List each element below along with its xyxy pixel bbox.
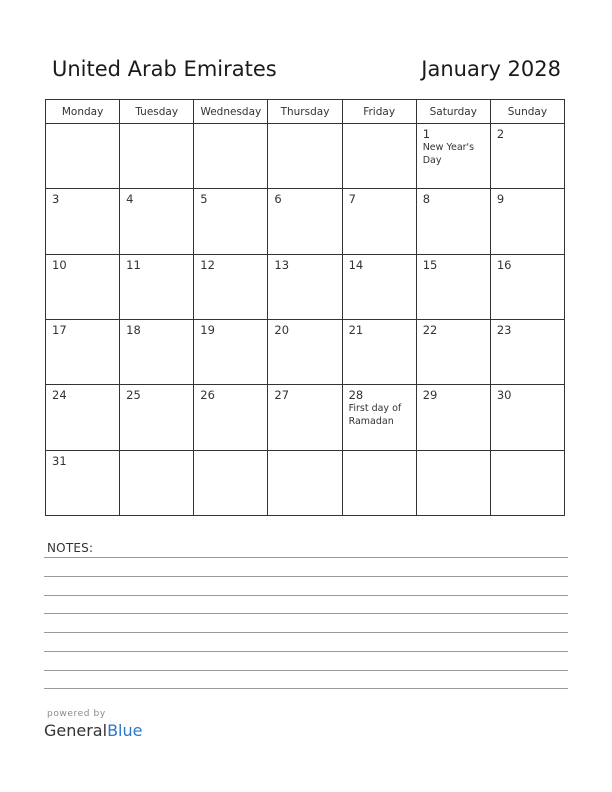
calendar-day-cell bbox=[46, 189, 120, 254]
day-number: 20 bbox=[274, 322, 290, 337]
logo-general-text: General bbox=[44, 721, 108, 740]
day-number: 12 bbox=[200, 257, 215, 272]
day-number: 4 bbox=[126, 192, 134, 207]
notes-line bbox=[44, 651, 568, 652]
day-cell-content bbox=[120, 124, 193, 127]
calendar-day-cell bbox=[268, 319, 342, 384]
calendar-week-row bbox=[46, 385, 565, 450]
day-number: 18 bbox=[126, 322, 141, 337]
day-cell-content bbox=[343, 189, 416, 206]
calendar-day-cell bbox=[268, 450, 342, 515]
day-cell-content bbox=[194, 124, 267, 127]
day-cell-content bbox=[343, 320, 416, 337]
powered-by-text: powered by bbox=[47, 709, 106, 719]
day-number: 8 bbox=[422, 192, 431, 207]
weekday-header-row bbox=[46, 100, 565, 124]
day-cell-content bbox=[417, 451, 490, 454]
day-cell-content bbox=[120, 189, 193, 206]
day-cell-content bbox=[194, 189, 267, 206]
day-cell-content bbox=[491, 451, 564, 454]
day-number: 7 bbox=[348, 192, 356, 207]
day-cell-content bbox=[46, 124, 119, 127]
day-number: 25 bbox=[126, 388, 141, 403]
calendar-week-row bbox=[46, 450, 565, 515]
holiday-label: New Year's Day bbox=[422, 142, 475, 166]
calendar-week-row bbox=[46, 319, 565, 384]
day-cell-content bbox=[343, 124, 416, 127]
day-cell-content bbox=[46, 451, 119, 468]
day-cell-content bbox=[343, 385, 416, 428]
day-number: 26 bbox=[200, 388, 215, 403]
day-number: 3 bbox=[52, 192, 60, 207]
weekday-header-thursday: Thursday bbox=[268, 100, 342, 124]
day-cell-content bbox=[46, 320, 119, 337]
day-cell-content bbox=[417, 320, 490, 337]
day-cell-content bbox=[491, 124, 564, 141]
day-number: 9 bbox=[496, 192, 505, 207]
calendar-day-cell bbox=[120, 254, 194, 319]
day-number: 15 bbox=[422, 257, 438, 272]
weekday-header-saturday: Saturday bbox=[416, 100, 490, 124]
day-cell-content bbox=[491, 320, 564, 337]
calendar-week-row bbox=[46, 189, 565, 254]
day-cell-content bbox=[194, 385, 267, 402]
calendar-day-cell bbox=[342, 450, 416, 515]
calendar-day-cell bbox=[194, 254, 268, 319]
calendar-day-cell bbox=[120, 385, 194, 450]
calendar-week-row bbox=[46, 254, 565, 319]
calendar-day-cell bbox=[46, 124, 120, 189]
weekday-header-tuesday: Tuesday bbox=[120, 100, 194, 124]
day-cell-content bbox=[120, 385, 193, 402]
weekday-header-sunday: Sunday bbox=[490, 100, 564, 124]
day-cell-content bbox=[120, 255, 193, 272]
calendar-day-cell bbox=[46, 450, 120, 515]
day-number: 1 bbox=[422, 127, 431, 141]
calendar-day-cell bbox=[416, 319, 490, 384]
calendar-day-cell bbox=[342, 254, 416, 319]
day-number: 11 bbox=[126, 257, 141, 272]
notes-line bbox=[44, 576, 568, 577]
day-cell-content bbox=[268, 255, 341, 272]
calendar-day-cell bbox=[342, 189, 416, 254]
calendar-day-cell bbox=[416, 189, 490, 254]
calendar-day-cell bbox=[416, 254, 490, 319]
day-cell-content bbox=[491, 385, 564, 402]
day-cell-content bbox=[268, 320, 341, 337]
day-cell-content bbox=[268, 451, 341, 454]
calendar-day-cell bbox=[490, 124, 564, 189]
day-cell-content bbox=[343, 451, 416, 454]
day-number: 2 bbox=[496, 127, 505, 141]
calendar-day-cell bbox=[46, 385, 120, 450]
weekday-header-monday: Monday bbox=[46, 100, 120, 124]
day-number: 5 bbox=[200, 192, 208, 207]
calendar-day-cell bbox=[416, 124, 490, 189]
calendar-day-cell bbox=[490, 189, 564, 254]
calendar-day-cell bbox=[194, 189, 268, 254]
day-number: 19 bbox=[200, 322, 215, 337]
calendar-country-title: United Arab Emirates bbox=[52, 57, 277, 81]
day-cell-content bbox=[268, 189, 341, 206]
day-number: 29 bbox=[422, 388, 438, 403]
notes-line bbox=[44, 632, 568, 633]
calendar-day-cell bbox=[342, 124, 416, 189]
day-number: 28 bbox=[348, 388, 364, 403]
weekday-header-friday: Friday bbox=[342, 100, 416, 124]
day-number: 14 bbox=[348, 257, 364, 272]
day-cell-content bbox=[120, 320, 193, 337]
calendar-day-cell bbox=[194, 450, 268, 515]
calendar-grid bbox=[45, 99, 565, 516]
day-cell-content bbox=[268, 385, 341, 402]
day-cell-content bbox=[268, 124, 341, 127]
calendar-week-row bbox=[46, 124, 565, 189]
day-cell-content bbox=[120, 451, 193, 454]
notes-line bbox=[44, 688, 568, 689]
day-number: 24 bbox=[52, 388, 67, 403]
day-cell-content bbox=[194, 320, 267, 337]
holiday-label: First day of Ramadan bbox=[348, 403, 402, 428]
day-cell-content bbox=[46, 255, 119, 272]
calendar-day-cell bbox=[268, 385, 342, 450]
calendar-day-cell bbox=[342, 385, 416, 450]
calendar-body bbox=[46, 124, 565, 516]
day-cell-content bbox=[417, 124, 490, 167]
calendar-day-cell bbox=[268, 124, 342, 189]
day-cell-content bbox=[491, 255, 564, 272]
day-number: 30 bbox=[496, 388, 512, 403]
calendar-day-cell bbox=[416, 450, 490, 515]
calendar-day-cell bbox=[194, 319, 268, 384]
calendar-day-cell bbox=[268, 254, 342, 319]
calendar-day-cell bbox=[120, 189, 194, 254]
day-cell-content bbox=[46, 189, 119, 206]
calendar-day-cell bbox=[342, 319, 416, 384]
day-cell-content bbox=[46, 385, 119, 402]
calendar-month-title: January 2028 bbox=[421, 57, 561, 81]
day-number: 6 bbox=[274, 192, 282, 207]
day-cell-content bbox=[417, 255, 490, 272]
notes-line bbox=[44, 613, 568, 614]
logo-blue-text: Blue bbox=[107, 721, 143, 740]
calendar-day-cell bbox=[120, 124, 194, 189]
calendar-day-cell bbox=[490, 450, 564, 515]
calendar-day-cell bbox=[416, 385, 490, 450]
calendar-day-cell bbox=[46, 254, 120, 319]
calendar-day-cell bbox=[490, 254, 564, 319]
calendar-day-cell bbox=[120, 450, 194, 515]
day-number: 10 bbox=[52, 257, 67, 272]
calendar-day-cell bbox=[268, 189, 342, 254]
calendar-day-cell bbox=[46, 319, 120, 384]
calendar-day-cell bbox=[194, 385, 268, 450]
calendar-day-cell bbox=[120, 319, 194, 384]
notes-line bbox=[44, 557, 568, 558]
notes-line bbox=[44, 595, 568, 596]
day-cell-content bbox=[194, 255, 267, 272]
day-number: 16 bbox=[496, 257, 512, 272]
notes-line bbox=[44, 670, 568, 671]
notes-label: NOTES: bbox=[47, 541, 94, 555]
day-cell-content bbox=[491, 189, 564, 206]
generalblue-logo bbox=[44, 721, 142, 740]
day-number: 23 bbox=[496, 322, 512, 337]
day-cell-content bbox=[417, 385, 490, 402]
day-number: 21 bbox=[348, 322, 364, 337]
calendar-day-cell bbox=[490, 319, 564, 384]
day-number: 22 bbox=[422, 322, 438, 337]
calendar-day-cell bbox=[194, 124, 268, 189]
day-number: 13 bbox=[274, 257, 290, 272]
day-cell-content bbox=[417, 189, 490, 206]
calendar-day-cell bbox=[490, 385, 564, 450]
day-cell-content bbox=[194, 451, 267, 454]
day-cell-content bbox=[343, 255, 416, 272]
day-number: 27 bbox=[274, 388, 290, 403]
weekday-header-wednesday: Wednesday bbox=[194, 100, 268, 124]
day-number: 31 bbox=[52, 453, 67, 468]
day-number: 17 bbox=[52, 322, 67, 337]
